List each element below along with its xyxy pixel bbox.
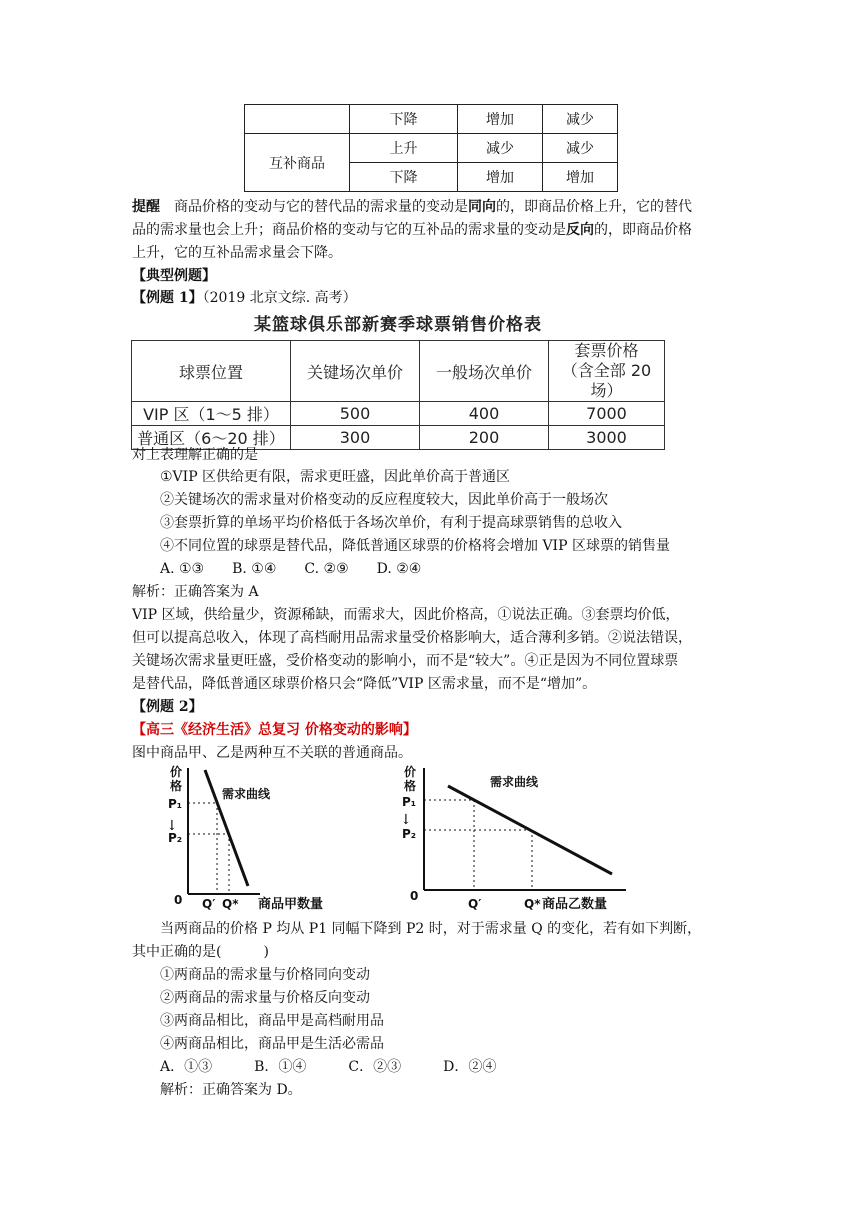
question-line: 其中正确的是( ) bbox=[132, 944, 269, 960]
analysis-line: 但可以提高总收入，体现了高档耐用品需求量受价格影响大，适合薄利多销。②说法错误， bbox=[132, 630, 692, 646]
table-header: 一般场次单价 bbox=[420, 341, 549, 402]
option-4: ④两商品相比，商品甲是生活必需品 bbox=[160, 1036, 384, 1052]
table-cell: 3000 bbox=[549, 426, 665, 450]
table-cell: 增加 bbox=[458, 163, 543, 192]
tip-text: 商品价格的变动与它的替代品的需求量的变动是 bbox=[160, 199, 468, 215]
option-1: ①VIP 区供给更有限，需求更旺盛，因此单价高于普通区 bbox=[160, 469, 511, 485]
quantity-q2-label: Q* bbox=[222, 897, 239, 911]
quantity-q2-label: Q* bbox=[524, 897, 541, 911]
quantity-q1-label: Q′ bbox=[202, 897, 216, 911]
demand-graph-goods-b bbox=[394, 762, 644, 912]
example-label: 【例题 1】 bbox=[132, 290, 203, 306]
table-cell: 减少 bbox=[458, 134, 543, 163]
price-p2-label: P₂ bbox=[168, 831, 183, 845]
question-line: 当两商品的价格 P 均从 P1 同幅下降到 P2 时，对于需求量 Q 的变化，若有如下判断， bbox=[160, 921, 702, 937]
analysis-line: VIP 区域，供给量少，资源稀缺，而需求大，因此价格高，①说法正确。③套票均价低， bbox=[132, 607, 680, 623]
y-axis-label: 格 bbox=[170, 779, 183, 793]
table-header-row bbox=[132, 341, 665, 402]
example-2-intro: 图中商品甲、乙是两种互不关联的普通商品。 bbox=[132, 745, 412, 761]
table-cell: 增加 bbox=[458, 105, 543, 134]
example-2-subtitle: 【高三《经济生活》总复习 价格变动的影响】 bbox=[132, 722, 417, 738]
tip-emphasis: 同向 bbox=[468, 199, 496, 215]
answer-choices: A. ①③ B. ①④ C. ②⑨ D. ②④ bbox=[160, 561, 422, 577]
table-cell: 增加 bbox=[543, 163, 618, 192]
example-2-label: 【例题 2】 bbox=[132, 699, 203, 715]
y-axis-label: 价 bbox=[170, 765, 183, 779]
price-table-title: 某篮球俱乐部新赛季球票销售价格表 bbox=[254, 315, 542, 335]
table-row bbox=[132, 402, 665, 426]
ticket-price-table bbox=[131, 340, 665, 450]
answer-line: 解析：正确答案为 D。 bbox=[160, 1082, 302, 1098]
table-cell: 普通区（6～20 排） bbox=[132, 426, 291, 450]
tip-text: 品的需求量也会上升；商品价格的变动与它的互补品的需求量的变动是 bbox=[132, 222, 566, 238]
table-cell: 下降 bbox=[350, 105, 458, 134]
origin-label: 0 bbox=[174, 893, 183, 907]
table-cell bbox=[245, 105, 350, 134]
substitute-complement-table bbox=[244, 104, 618, 192]
y-axis-label: 价 bbox=[404, 765, 417, 779]
down-arrow-icon: ↓ bbox=[400, 812, 412, 828]
tip-label: 提醒 bbox=[132, 199, 160, 215]
example-source: （2019 北京文综. 高考） bbox=[202, 290, 357, 306]
section-title: 【典型例题】 bbox=[132, 268, 216, 284]
answer-choices: A．①③ B．①④ C．②③ D．②④ bbox=[160, 1059, 497, 1075]
tip-text: 的，即商品价格上升，它的替代 bbox=[496, 199, 692, 215]
curve-label: 需求曲线 bbox=[222, 787, 271, 801]
tip-line-2 bbox=[132, 219, 732, 242]
analysis-line: 是替代品，降低普通区球票价格只会“降低”VIP 区需求量，而不是“增加”。 bbox=[132, 676, 597, 692]
option-3: ③两商品相比，商品甲是高档耐用品 bbox=[160, 1013, 384, 1029]
analysis-line: 关键场次需求量更旺盛，受价格变动的影响小，而不是“较大”。④正是因为不同位置球票 bbox=[132, 653, 679, 669]
table-cell: 下降 bbox=[350, 163, 458, 192]
option-2: ②关键场次的需求量对价格变动的反应程度较大，因此单价高于一般场次 bbox=[160, 492, 608, 508]
option-4: ④不同位置的球票是替代品，降低普通区球票的价格将会增加 VIP 区球票的销售量 bbox=[160, 538, 670, 554]
table-cell: 200 bbox=[420, 426, 549, 450]
price-p1-label: P₁ bbox=[168, 797, 183, 811]
option-3: ③套票折算的单场平均价格低于各场次单价，有利于提高球票销售的总收入 bbox=[160, 515, 622, 531]
table-cell: VIP 区（1～5 排） bbox=[132, 402, 291, 426]
tip-line-1 bbox=[132, 196, 732, 219]
table-cell: 互补商品 bbox=[245, 134, 350, 192]
option-1: ①两商品的需求量与价格同向变动 bbox=[160, 967, 370, 983]
table-cell: 500 bbox=[291, 402, 420, 426]
curve-label: 需求曲线 bbox=[490, 775, 539, 789]
header-line: 套票价格 bbox=[574, 341, 639, 360]
table-cell: 300 bbox=[291, 426, 420, 450]
demand-graph-goods-a bbox=[160, 762, 360, 912]
tip-line-3: 上升，它的互补品需求量会下降。 bbox=[132, 245, 342, 261]
tip-text: 的，即商品价格 bbox=[594, 222, 692, 238]
table-header: 关键场次单价 bbox=[291, 341, 420, 402]
down-arrow-icon: ↓ bbox=[166, 818, 178, 834]
header-line: （含全部 20 场） bbox=[561, 361, 652, 400]
tip-emphasis: 反向 bbox=[566, 222, 594, 238]
x-axis-label: 商品乙数量 bbox=[542, 897, 608, 912]
answer-line: 解析：正确答案为 A bbox=[132, 584, 259, 600]
quantity-q1-label: Q′ bbox=[468, 897, 482, 911]
y-axis-label: 格 bbox=[404, 779, 417, 793]
table-row bbox=[245, 105, 618, 134]
table-row bbox=[245, 134, 618, 163]
question-text: 对上表理解正确的是 bbox=[132, 447, 258, 463]
table-cell: 400 bbox=[420, 402, 549, 426]
price-p1-label: P₁ bbox=[402, 795, 417, 809]
table-header bbox=[549, 341, 665, 402]
table-cell: 减少 bbox=[543, 105, 618, 134]
x-axis-label: 商品甲数量 bbox=[258, 897, 324, 912]
example-1-heading bbox=[132, 287, 732, 310]
price-p2-label: P₂ bbox=[402, 827, 417, 841]
table-header: 球票位置 bbox=[132, 341, 291, 402]
table-cell: 上升 bbox=[350, 134, 458, 163]
table-cell: 7000 bbox=[549, 402, 665, 426]
origin-label: 0 bbox=[410, 889, 419, 903]
option-2: ②两商品的需求量与价格反向变动 bbox=[160, 990, 370, 1006]
table-cell: 减少 bbox=[543, 134, 618, 163]
